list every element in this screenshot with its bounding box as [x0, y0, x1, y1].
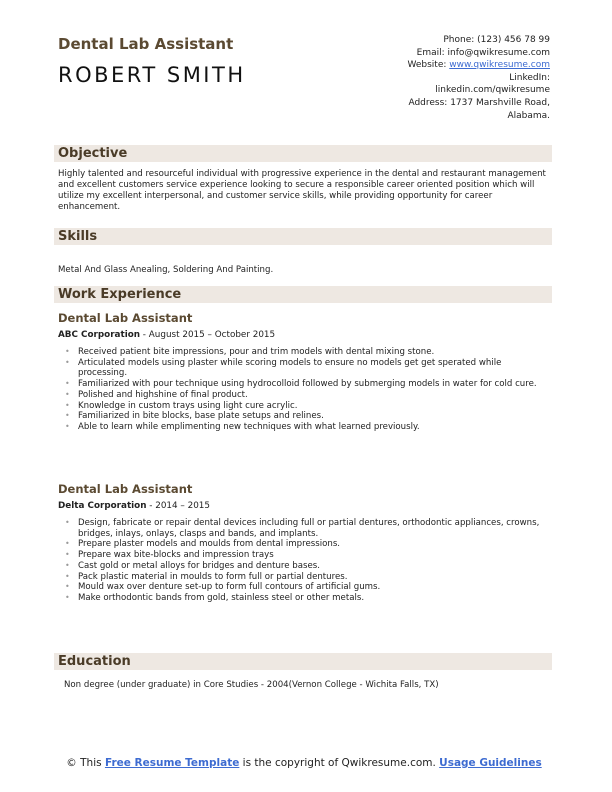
skills-title: Skills [58, 229, 98, 244]
job-2-company: Delta Corporation [58, 501, 147, 511]
list-item: • Able to learn while emplimenting new techniques with what learned previously. [64, 422, 546, 433]
list-item: • Polished and highshine of final product. [64, 390, 546, 401]
footer-middle: is the copyright of Qwikresume.com. [239, 757, 440, 769]
usage-guidelines-link[interactable]: Usage Guidelines [439, 757, 542, 769]
contact-email: Email: info@qwikresume.com [416, 47, 550, 58]
job-1-title: Dental Lab Assistant [58, 311, 193, 325]
person-name: ROBERT SMITH [58, 63, 246, 87]
job-1-company-line [58, 330, 275, 340]
list-item: • Familiarized in bite blocks, base plate setups and relines. [64, 411, 546, 422]
list-item: • Familiarized with pour technique using hydrocolloid followed by submerging models in water for cold cure. [64, 379, 546, 390]
list-item: • Cast gold or metal alloys for bridges and denture bases. [64, 561, 546, 572]
website-label: Website: [407, 60, 450, 71]
list-item: • Mould wax over denture set-up to form full contours of artificial gums. [64, 582, 546, 593]
skills-section-header [54, 228, 552, 245]
skills-text: Metal And Glass Anealing, Soldering And Painting. [58, 265, 274, 275]
education-title: Education [58, 654, 131, 669]
footer-prefix: © This [66, 757, 105, 769]
job-2-dates: - 2014 – 2015 [146, 501, 211, 511]
contact-linkedin-label: LinkedIn: [509, 72, 550, 83]
footer [60, 757, 548, 770]
job-1-dates: - August 2015 – October 2015 [140, 330, 276, 340]
contact-address-line1: Address: 1737 Marshville Road, [408, 97, 550, 108]
list-item: • Prepare wax bite-blocks and impression trays [64, 550, 546, 561]
contact-address-line2: Alabama. [507, 110, 550, 121]
list-item: • Prepare plaster models and moulds from dental impressions. [64, 539, 546, 550]
job-2-company-line [58, 501, 210, 511]
free-resume-template-link[interactable]: Free Resume Template [104, 757, 240, 769]
website-link[interactable]: www.qwikresume.com [449, 60, 550, 71]
list-item: • Pack plastic material in moulds to form full or partial dentures. [64, 572, 546, 583]
objective-title: Objective [58, 146, 128, 161]
job-title: Dental Lab Assistant [58, 35, 234, 53]
list-item: • Received patient bite impressions, pour and trim models with dental mixing stone. [64, 347, 546, 358]
work-title: Work Experience [58, 287, 182, 302]
list-item: • Design, fabricate or repair dental devices including full or partial dentures, orthodontic appliances, crowns, bridges, inlays, onlays, clasps and bands, and implants. [64, 518, 546, 539]
contact-website [350, 59, 550, 72]
objective-text: Highly talented and resourceful individual with progressive experience in the dental and restaurant management and excellent customers service experience looking to secure a responsible career oriented position which will utilize my excellent interpersonal, and customer service skills, while providing opportunity for career enhancement. [58, 169, 546, 212]
job-1-company: ABC Corporation [58, 330, 141, 340]
education-text: Non degree (under graduate) in Core Studies - 2004(Vernon College - Wichita Falls, TX) [64, 680, 439, 690]
contact-phone: Phone: (123) 456 78 99 [443, 35, 550, 45]
list-item: • Articulated models using plaster while scoring models to ensure no models get get sperated while processing. [64, 358, 546, 379]
education-section-header [54, 653, 552, 670]
job-2-bullets [64, 518, 546, 604]
work-section-header [54, 286, 552, 303]
list-item: • Knowledge in custom trays using light cure acrylic. [64, 401, 546, 412]
contact-block [350, 34, 550, 122]
contact-linkedin-value: linkedin.com/qwikresume [435, 85, 550, 96]
job-1-bullets [64, 347, 546, 433]
list-item: • Make orthodontic bands from gold, stainless steel or other metals. [64, 593, 546, 604]
resume-header [58, 35, 246, 87]
objective-section-header [54, 145, 552, 162]
job-2-title: Dental Lab Assistant [58, 482, 193, 496]
